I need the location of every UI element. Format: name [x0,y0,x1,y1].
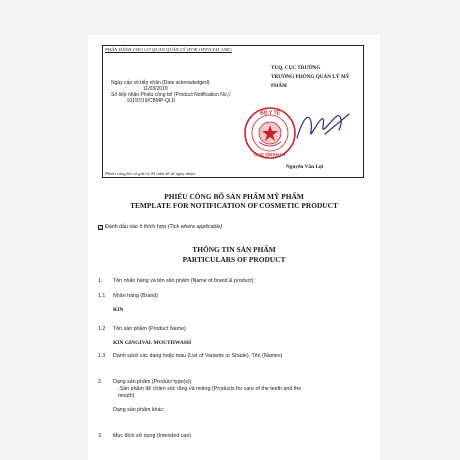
signer-name: Nguyễn Văn Lợi [286,164,324,170]
item-2-label: Dạng sản phẩm (Product type(s)) [113,379,192,385]
item-2-option-line-1: -Sản phẩm để chăm sóc răng và miệng (Products for care of the teeth and the [118,386,302,392]
svg-text:BỘ Y TẾ: BỘ Y TẾ [260,110,280,117]
official-use-header: PHẦN DÀNH CHO CƠ QUAN QUẢN LÝ (FOR OFFICIAL USE) [105,47,232,52]
authority-title [271,64,363,91]
section-title-vi: THÔNG TIN SẢN PHẨM [192,245,276,254]
signature-icon [291,108,353,144]
brand-value: KIN [113,307,124,313]
item-2-other-type: Dạng sản phẩm khác: [113,407,165,413]
item-2 [98,379,191,385]
document-page [88,35,380,460]
main-title-en: TEMPLATE FOR NOTIFICATION OF COSMETIC PRODUCT [130,201,338,210]
item-2-option-line-2: mouth) [118,393,135,399]
checkbox-icon: ☑ [99,224,103,230]
official-use-box [102,45,364,178]
tick-note-text: Đánh dấu vào ô thích hợp [105,224,167,230]
authority-line-2: TRƯỞNG PHÒNG QUẢN LÝ MỸ PHẨM [271,74,350,89]
item-1-number: 1. [98,278,103,284]
item-1-2 [98,326,186,332]
ack-date-value: 11/03/2019 [143,86,168,92]
item-1-3-label: Danh sách các dạng hoặc màu (List of Variants or Shade). Tên (Names) [113,353,283,359]
section-title-en: PARTICULARS OF PRODUCT [182,255,286,264]
tick-note [98,224,222,230]
item-1-3 [98,353,282,359]
item-1-1-number: 1.1 [98,293,106,299]
official-seal-icon [243,106,297,160]
item-3 [98,433,191,439]
main-title-vi: PHIẾU CÔNG BỐ SẢN PHẨM MỸ PHẨM [164,192,304,201]
validity-note: Phiếu công bố có giá trị 05 năm kể từ ngày nhận. [105,171,197,176]
item-1-2-number: 1.2 [98,326,106,332]
item-3-number: 3. [98,433,103,439]
item-1-2-label: Tên sản phẩm (Product Name) [113,326,186,332]
svg-text:CỤC QUẢN LÝ: CỤC QUẢN LÝ [254,152,286,157]
ack-date-label: Ngày cấp số tiếp nhận (Date acknowledged): [111,80,211,86]
item-2-number: 2. [98,379,103,385]
receipt-no-value: 91197/19/CBMP-QLD [127,98,176,104]
acknowledgement-block [111,80,231,104]
item-1-1 [98,293,158,299]
item-3-label: Mục đích sử dụng (Intended use) [113,433,192,439]
item-1-1-label: Nhãn hàng (Brand) [113,293,159,299]
item-1-3-number: 1.3 [98,353,106,359]
item-1 [98,278,256,284]
product-name-value: KIN GINGIVAL MOUTHWASH [113,340,192,346]
tick-note-italic: (Tick where applicable) [167,224,223,230]
authority-line-1: TUQ. CỤC TRƯỞNG [271,65,321,71]
receipt-no-label: Số tiếp nhận Phiếu công bố (Product Notification No.): [111,92,232,98]
item-1-label: Tên nhãn hàng và tên sản phẩm (Name of brand & product) : [113,278,257,284]
